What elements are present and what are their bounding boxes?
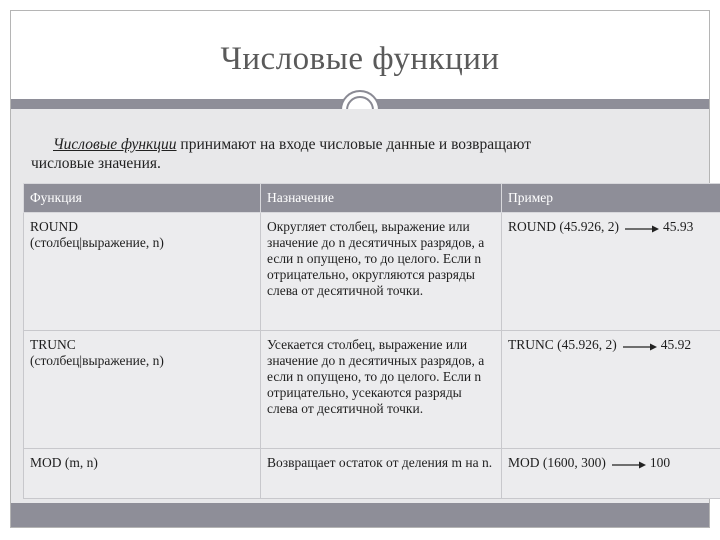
- right-arrow-icon: [623, 341, 657, 351]
- function-name: MOD (m, n): [30, 455, 98, 470]
- header-function: Функция: [24, 184, 261, 213]
- function-name: ROUND: [30, 219, 79, 234]
- example-call: MOD (1600, 300): [508, 455, 606, 470]
- table-header-row: [24, 184, 720, 213]
- table-row: [24, 213, 720, 331]
- header-purpose: Назначение: [261, 184, 502, 213]
- right-arrow-icon: [612, 459, 646, 469]
- function-cell: [24, 213, 261, 331]
- example-cell: [502, 449, 720, 499]
- intro-emphasis: Числовые функции: [53, 136, 177, 153]
- example-result: 100: [649, 455, 671, 470]
- functions-table-wrap: [23, 183, 699, 499]
- purpose-cell: Округляет столбец, выражение или значение до n десятичных разрядов, а если n опущено, то до целого. Если n отрицательно, округляются разряды слева от десятичной точки.: [261, 213, 502, 331]
- slide-title: Числовые функции: [220, 41, 500, 77]
- function-args: (столбец|выражение, n): [30, 353, 164, 368]
- functions-table: [23, 183, 720, 499]
- content-area: [11, 109, 709, 503]
- example-call: TRUNC (45.926, 2): [508, 337, 617, 352]
- purpose-cell: Возвращает остаток от деления m на n.: [261, 449, 502, 499]
- right-arrow-icon: [625, 223, 659, 233]
- function-name: TRUNC: [30, 337, 76, 352]
- bottom-band: [11, 503, 709, 527]
- example-cell: [502, 213, 720, 331]
- example-result: 45.92: [660, 337, 692, 352]
- intro-paragraph: [31, 135, 673, 173]
- intro-text: принимают на входе числовые данные и возвращают: [176, 136, 532, 153]
- intro-line2: числовые значения.: [31, 155, 161, 172]
- title-area: [11, 11, 709, 99]
- table-row: [24, 449, 720, 499]
- header-example: Пример: [502, 184, 720, 213]
- function-cell: [24, 449, 261, 499]
- example-cell: [502, 331, 720, 449]
- slide: [10, 10, 710, 528]
- table-row: [24, 331, 720, 449]
- example-result: 45.93: [663, 219, 694, 234]
- function-cell: [24, 331, 261, 449]
- function-args: (столбец|выражение, n): [30, 235, 164, 250]
- example-call: ROUND (45.926, 2): [508, 219, 619, 234]
- purpose-cell: Усекается столбец, выражение или значение до n десятичных разрядов, а если n опущено, то до целого. Если n отрицательно, усекаются разряды слева от десятичной точки.: [261, 331, 502, 449]
